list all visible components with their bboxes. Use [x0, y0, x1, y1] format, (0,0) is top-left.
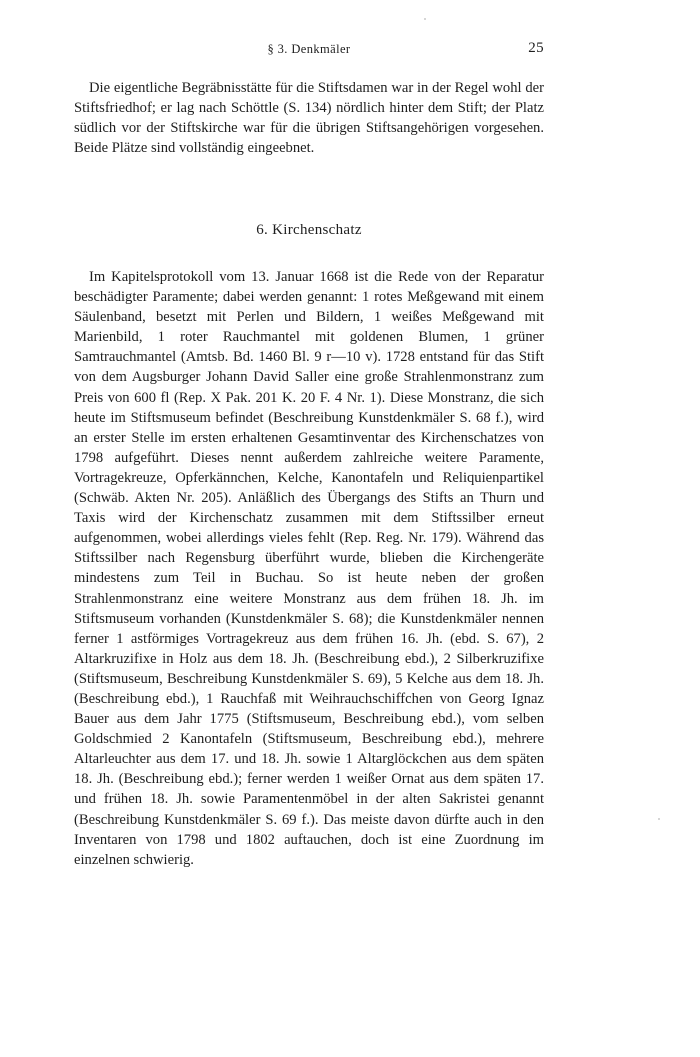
text-block-2	[74, 267, 544, 870]
section-header: § 3. Denkmäler	[267, 42, 351, 56]
page-number: 25	[528, 40, 544, 56]
paragraph-2: Im Kapitelsprotokoll vom 13. Januar 1668 ist die Rede von der Reparatur beschädigter Paramente; dabei werden genannt: 1 rotes Meßgewand mit einem Säulenband, besetzt mit Perlen und Bildern, 1 weißes Meßgewand mit Marienbild, 1 roter Rauchmantel mit goldenen Blumen, 1 grüner Samtrauchmantel (Amtsb. Bd. 1460 Bl. 9 r—10 v). 1728 entstand für das Stift von dem Augsburger Johann David Saller eine große Strahlenmonstranz zum Preis von 600 fl (Rep. X Pak. 201 K. 20 F. 4 Nr. 1). Diese Monstranz, die sich heute im Stiftsmuseum befindet (Beschreibung Kunstdenkmäler S. 68 f.), wird an erster Stelle im ersten erhaltenen Gesamtinventar des Kirchenschatzes von 1798 aufgeführt. Dieses nennt außerdem zahlreiche weitere Paramente, Vortragekreuze, Opferkännchen, Kelche, Kanontafeln und Reliquienpartikel (Schwäb. Akten Nr. 205). Anläßlich des Übergangs des Stifts an Thurn und Taxis wird der Kirchenschatz zusammen mit dem Stiftssilber erneut aufgenommen, wobei allerdings vieles fehlt (Rep. Reg. Nr. 179). Während das Stiftssilber nach Regensburg überführt wurde, blieben die Kirchengeräte mindestens zum Teil in Buchau. So ist heute neben der großen Strahlenmonstranz eine weitere Monstranz aus dem frühen 18. Jh. im Stiftsmuseum vorhanden (Kunstdenkmäler S. 68); die Kunstdenkmäler nennen ferner 1 astförmiges Vortragekreuz aus dem frühen 16. Jh. (ebd. S. 67), 2 Altarkruzifixe in Holz aus dem 18. Jh. (Beschreibung ebd.), 2 Silberkruzifixe (Stiftsmuseum, Beschreibung Kunstdenkmäler S. 69), 5 Kelche aus dem 18. Jh. (Beschreibung ebd.), 1 Rauchfaß mit Weihrauchschiffchen von Georg Ignaz Bauer aus dem Jahr 1775 (Stiftsmuseum, Beschreibung ebd.), vom selben Goldschmied 2 Kanontafeln (Stiftsmuseum, Beschreibung ebd.), mehrere Altarleuchter aus dem 17. und 18. Jh. sowie 1 Altarglöckchen aus dem späten 18. Jh. (Beschreibung ebd.); ferner werden 1 weißer Ornat aus dem späten 17. und frühen 18. Jh. sowie Paramentenmöbel in der alten Sakristei genannt (Beschreibung Kunstdenkmäler S. 69 f.). Das meiste davon dürfte auch in den Inventaren von 1798 und 1802 auftauchen, doch ist eine Zuordnung im einzelnen schwierig.	[74, 269, 544, 868]
section-heading: 6. Kirchenschatz	[256, 222, 362, 238]
paper-speck	[424, 18, 426, 20]
paragraph-1: Die eigentliche Begräbnisstätte für die Stiftsdamen war in der Regel wohl der Stiftsfriedhof; er lag nach Schöttle (S. 134) nördlich hinter dem Stift; der Platz südlich vor der Stiftskirche war für die übrigen Stiftsangehörigen vorgesehen. Beide Plätze sind vollständig eingeebnet.	[74, 80, 544, 157]
paper-speck	[658, 818, 660, 820]
text-block-1	[74, 78, 544, 158]
